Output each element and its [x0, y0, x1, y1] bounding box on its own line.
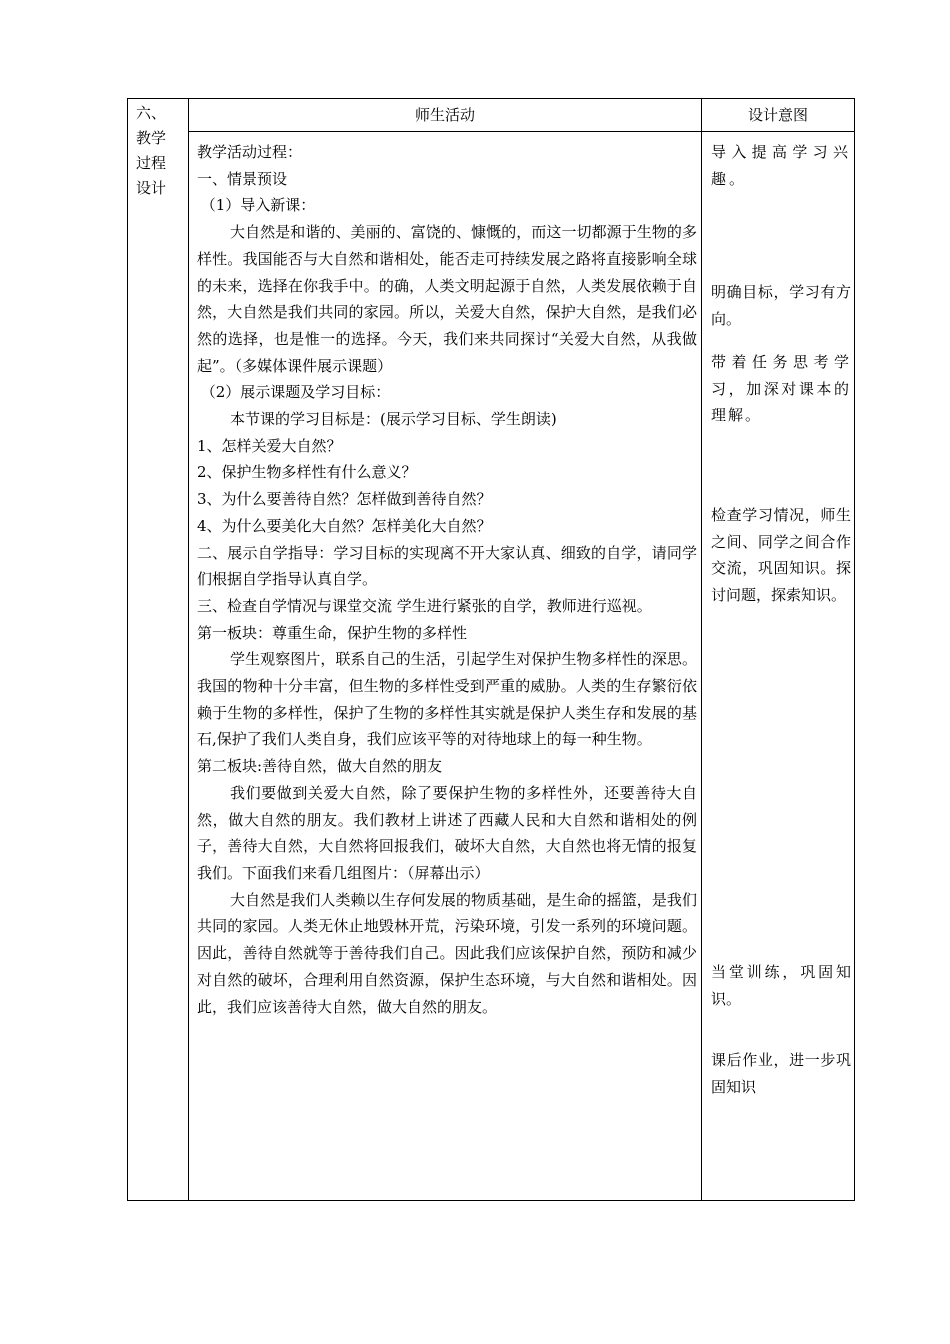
intent-note: 课后作业，进一步巩固知识 [711, 1051, 851, 1096]
activity-heading: 一、情景预设 [197, 169, 288, 188]
activity-subheading: （2）展示课题及学习目标： [200, 383, 391, 402]
objective-item: 1、怎样关爱大自然？ [197, 436, 342, 455]
activity-paragraph: 教学活动过程： [197, 143, 303, 161]
intent-note: 导入提高学习兴趣。 [711, 143, 851, 188]
column-divider [188, 99, 189, 1200]
objective-item: 4、为什么要美化大自然？怎样美化大自然？ [197, 516, 492, 535]
activity-subheading: （1）导入新课： [200, 196, 316, 215]
header-intent: 设计意图 [747, 106, 808, 124]
section-label-line: 教学 [136, 129, 167, 147]
activity-paragraph: 三、检查自学情况与课堂交流 学生进行紧张的自学，教师进行巡视。 [197, 596, 652, 615]
intent-note: 带着任务思考学习，加深对课本的理解。 [711, 353, 851, 425]
intent-note: 当堂训练，巩固知识。 [711, 963, 851, 1008]
activity-paragraph: 大自然是我们人类赖以生存何发展的物质基础，是生命的摇篮，是我们共同的家园。人类无休止地毁林开荒，污染环境，引发一系列的环境问题。因此，善待自然就等于善待我们自己。因此我们应该保护自然，预防和减少对自然的破坏，合理利用自然资源，保护生态环境，与大自然和谐相处。因此，我们应该善待大自然，做大自然的朋友。 [197, 890, 697, 1016]
section-label-line: 设计 [136, 179, 167, 197]
activity-paragraph: 本节课的学习目标是：(展示学习目标、学生朗读) [230, 410, 557, 429]
intent-note: 明确目标，学习有方向。 [711, 283, 851, 328]
section-label-line: 过程 [136, 154, 167, 172]
header-activity: 师生活动 [414, 106, 475, 124]
objective-item: 2、保护生物多样性有什么意义？ [197, 463, 417, 482]
activity-paragraph: 学生观察图片，联系自己的生活，引起学生对保护生物多样性的深思。我国的物种十分丰富，但生物的多样性受到严重的威胁。人类的生存繁衍依赖于生物的多样性，保护了生物的多样性其实就是保护人类生存和发展的基石,保护了我们人类自身，我们应该平等的对待地球上的每一种生物。 [197, 650, 697, 749]
objective-item: 3、为什么要善待自然？怎样做到善待自然？ [197, 490, 492, 509]
activity-content [197, 139, 697, 1020]
activity-paragraph: 大自然是和谐的、美丽的、富饶的、慷慨的，而这一切都源于生物的多样性。我国能否与大自然和谐相处，能否走可持续发展之路将直接影响全球的未来，选择在你我手中。的确，人类文明起源于自然，人类发展依赖于自然，大自然是我们共同的家园。所以，关爱大自然，保护大自然，是我们必然的选择，也是惟一的选择。今天，我们来共同探讨“关爱大自然，从我做起”。（多媒体课件展示课题） [197, 223, 697, 375]
activity-paragraph: 我们要做到关爱大自然，除了要保护生物的多样性外，还要善待大自然，做大自然的朋友。我们教材上讲述了西藏人民和大自然和谐相处的例子，善待大自然，大自然将回报我们，破坏大自然，大自然也将无情的报复我们。下面我们来看几组图片：（屏幕出示） [197, 783, 697, 882]
column-divider [701, 99, 702, 1200]
lesson-table [127, 98, 855, 1201]
intent-note: 检查学习情况，师生之间、同学之间合作交流，巩固知识。探讨问题，探索知识。 [711, 506, 851, 605]
activity-heading: 第二板块:善待自然，做大自然的朋友 [197, 757, 443, 776]
header-divider [188, 131, 854, 132]
activity-paragraph: 二、展示自学指导：学习目标的实现离不开大家认真、细致的自学，请同学们根据自学指导认真自学。 [197, 543, 697, 589]
section-label [136, 101, 182, 201]
section-label-line: 六、 [136, 104, 167, 122]
activity-heading: 第一板块：尊重生命，保护生物的多样性 [197, 623, 468, 642]
